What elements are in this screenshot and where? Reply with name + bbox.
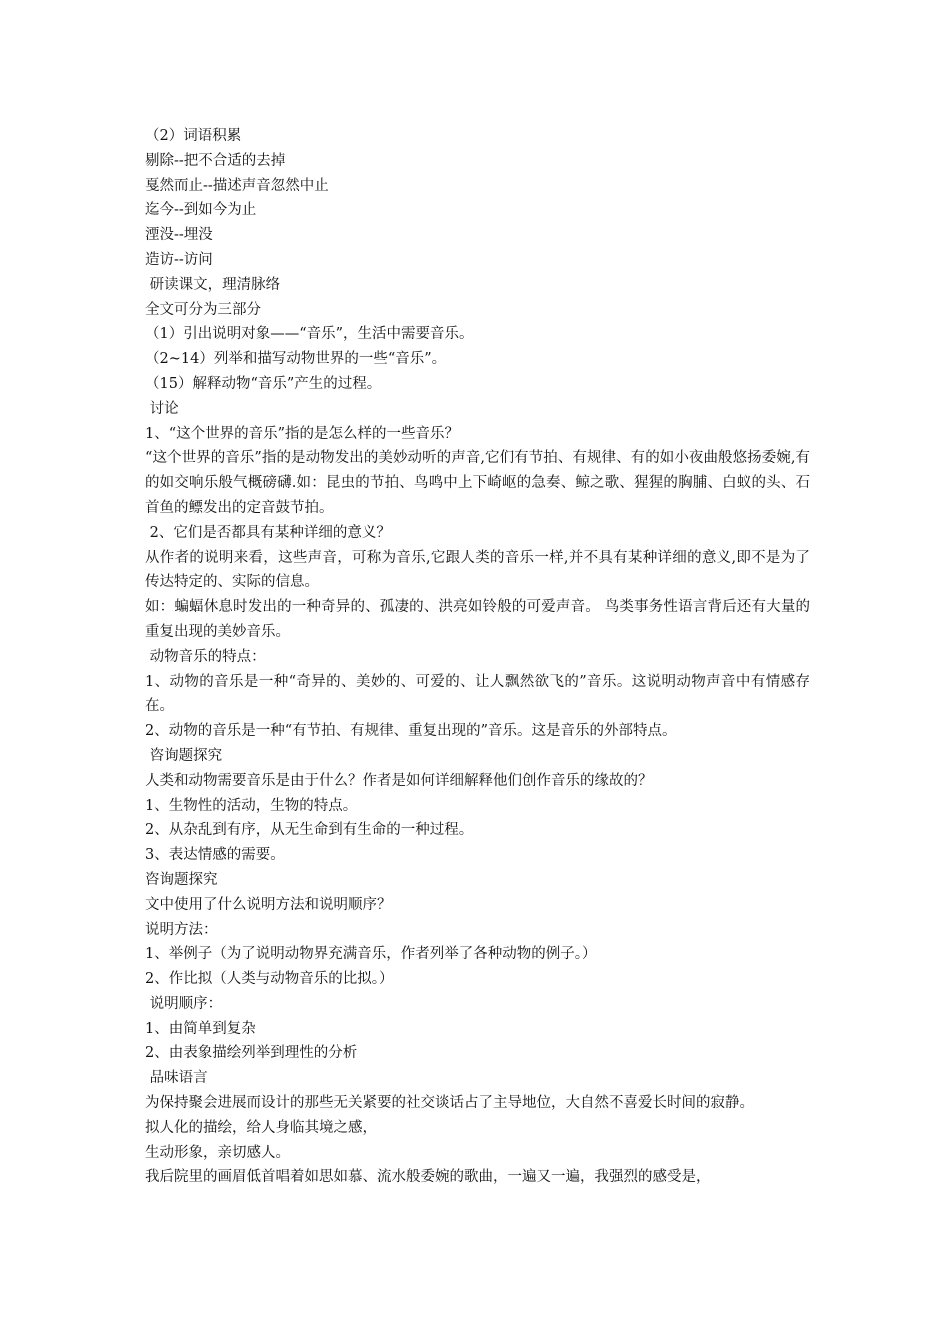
answer-paragraph: “这个世界的音乐”指的是动物发出的美妙动听的声音,它们有节拍、有规律、有的如小夜曲般悠扬委婉,有的如交响乐般气概磅礴.如：昆虫的节拍、鸟鸣中上下崎岖的急奏、鲸之歌、猩猩的胸脯、白蚁的头、石首鱼的鳔发出的定音鼓节拍。 [145, 450, 810, 516]
answer-item: 2、从杂乱到有序，从无生命到有生命的一种过程。 [145, 822, 474, 839]
vocab-item: 造访--访问 [145, 251, 213, 268]
structure-item: （1）引出说明对象——“音乐”，生活中需要音乐。 [145, 326, 474, 343]
section-heading: 研读课文，理清脉络 [145, 276, 281, 293]
question: 文中使用了什么说明方法和说明顺序？ [145, 896, 392, 913]
text-line: 全文可分为三部分 [145, 301, 261, 318]
structure-item: （15）解释动物“音乐”产生的过程。 [145, 375, 382, 392]
method-item: 2、作比拟（人类与动物音乐的比拟。） [145, 971, 394, 988]
section-heading: 品味语言 [145, 1070, 208, 1087]
answer-item: 1、生物性的活动，生物的特点。 [145, 797, 358, 814]
sub-heading: 说明顺序： [145, 995, 223, 1012]
example-paragraph: 如：蝙蝠休息时发出的一种奇异的、孤凄的、洪亮如铃般的可爱声音。 鸟类事务性语言背后还有大量的重复出现的美妙音乐。 [145, 599, 810, 640]
vocab-item: 湮没--埋没 [145, 227, 213, 244]
structure-item: （2~14）列举和描写动物世界的一些“音乐”。 [145, 351, 447, 368]
document-body [145, 124, 810, 1190]
answer-item: 3、表达情感的需要。 [145, 847, 285, 864]
heading-vocabulary: （2）词语积累 [145, 128, 242, 144]
quote-line: 我后院里的画眉低首唱着如思如慕、流水般委婉的歌曲，一遍又一遍，我强烈的感受是， [145, 1169, 711, 1186]
vocab-item: 剔除--把不合适的去掉 [145, 152, 286, 169]
section-heading: 动物音乐的特点： [145, 648, 266, 665]
vocab-item: 迄今--到如今为止 [145, 202, 257, 219]
question: 2、它们是否都具有某种详细的意义？ [145, 524, 391, 541]
question: 人类和动物需要音乐是由于什么？作者是如何详细解释他们创作音乐的缘故的？ [145, 772, 653, 789]
method-item: 1、举例子（为了说明动物界充满音乐，作者列举了各种动物的例子。） [145, 946, 597, 963]
quote-paragraph: 为保持聚会进展而设计的那些无关紧要的社交谈话占了主导地位，大自然不喜爱长时间的寂静。 [145, 1095, 754, 1112]
vocab-item: 戛然而止--描述声音忽然中止 [145, 177, 329, 194]
feature-item: 2、动物的音乐是一种“有节拍、有规律、重复出现的”音乐。这是音乐的外部特点。 [145, 723, 677, 740]
analysis-line: 拟人化的描绘，给人身临其境之感， [145, 1119, 377, 1136]
section-heading: 咨询题探究 [145, 871, 218, 888]
section-heading: 咨询题探究 [145, 747, 223, 764]
analysis-line: 生动形象，亲切感人。 [145, 1144, 290, 1161]
section-heading: 讨论 [145, 400, 179, 417]
question: 1、“这个世界的音乐”指的是怎么样的一些音乐？ [145, 425, 460, 442]
order-item: 1、由简单到复杂 [145, 1020, 256, 1037]
feature-item: 1、动物的音乐是一种“奇异的、美妙的、可爱的、让人飘然欲飞的”音乐。这说明动物声音中有情感存在。 [145, 673, 810, 715]
sub-heading: 说明方法： [145, 921, 218, 938]
order-item: 2、由表象描绘列举到理性的分析 [145, 1045, 358, 1062]
answer-paragraph: 从作者的说明来看，这些声音，可称为音乐,它跟人类的音乐一样,并不具有某种详细的意义,即不是为了传达特定的、实际的信息。 [145, 549, 810, 591]
